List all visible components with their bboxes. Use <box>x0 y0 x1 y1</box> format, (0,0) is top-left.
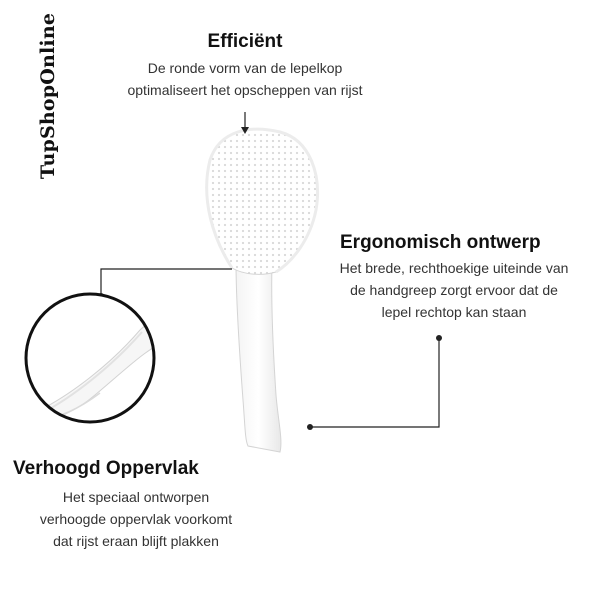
feature-desc-line: verhoogde oppervlak voorkomt <box>39 511 233 527</box>
feature-title-raised-surface: Verhoogd Oppervlak <box>13 458 199 479</box>
feature-desc-line: Het speciaal ontworpen <box>62 489 210 505</box>
feature-desc-line: dat rijst eraan blijft plakken <box>53 533 219 549</box>
callout-line-raised-surface <box>101 269 232 296</box>
spoon-handle <box>236 262 281 452</box>
feature-title-efficient: Efficiënt <box>207 31 283 52</box>
zoom-detail <box>26 294 170 422</box>
feature-desc-line: de handgreep zorgt ervoor dat de <box>350 282 558 298</box>
feature-desc-line: optimaliseert het opscheppen van rijst <box>127 82 363 98</box>
brand-logo-text: TupShopOnline <box>37 12 59 180</box>
feature-desc-line: Het brede, rechthoekige uiteinde van <box>339 260 569 276</box>
feature-desc-line: lepel rechtop kan staan <box>381 304 527 320</box>
feature-title-ergonomic: Ergonomisch ontwerp <box>340 232 541 253</box>
callout-line-ergonomic <box>310 338 439 427</box>
callout-dot-ergonomic-end <box>307 424 313 430</box>
feature-desc-line: De ronde vorm van de lepelkop <box>147 60 343 76</box>
